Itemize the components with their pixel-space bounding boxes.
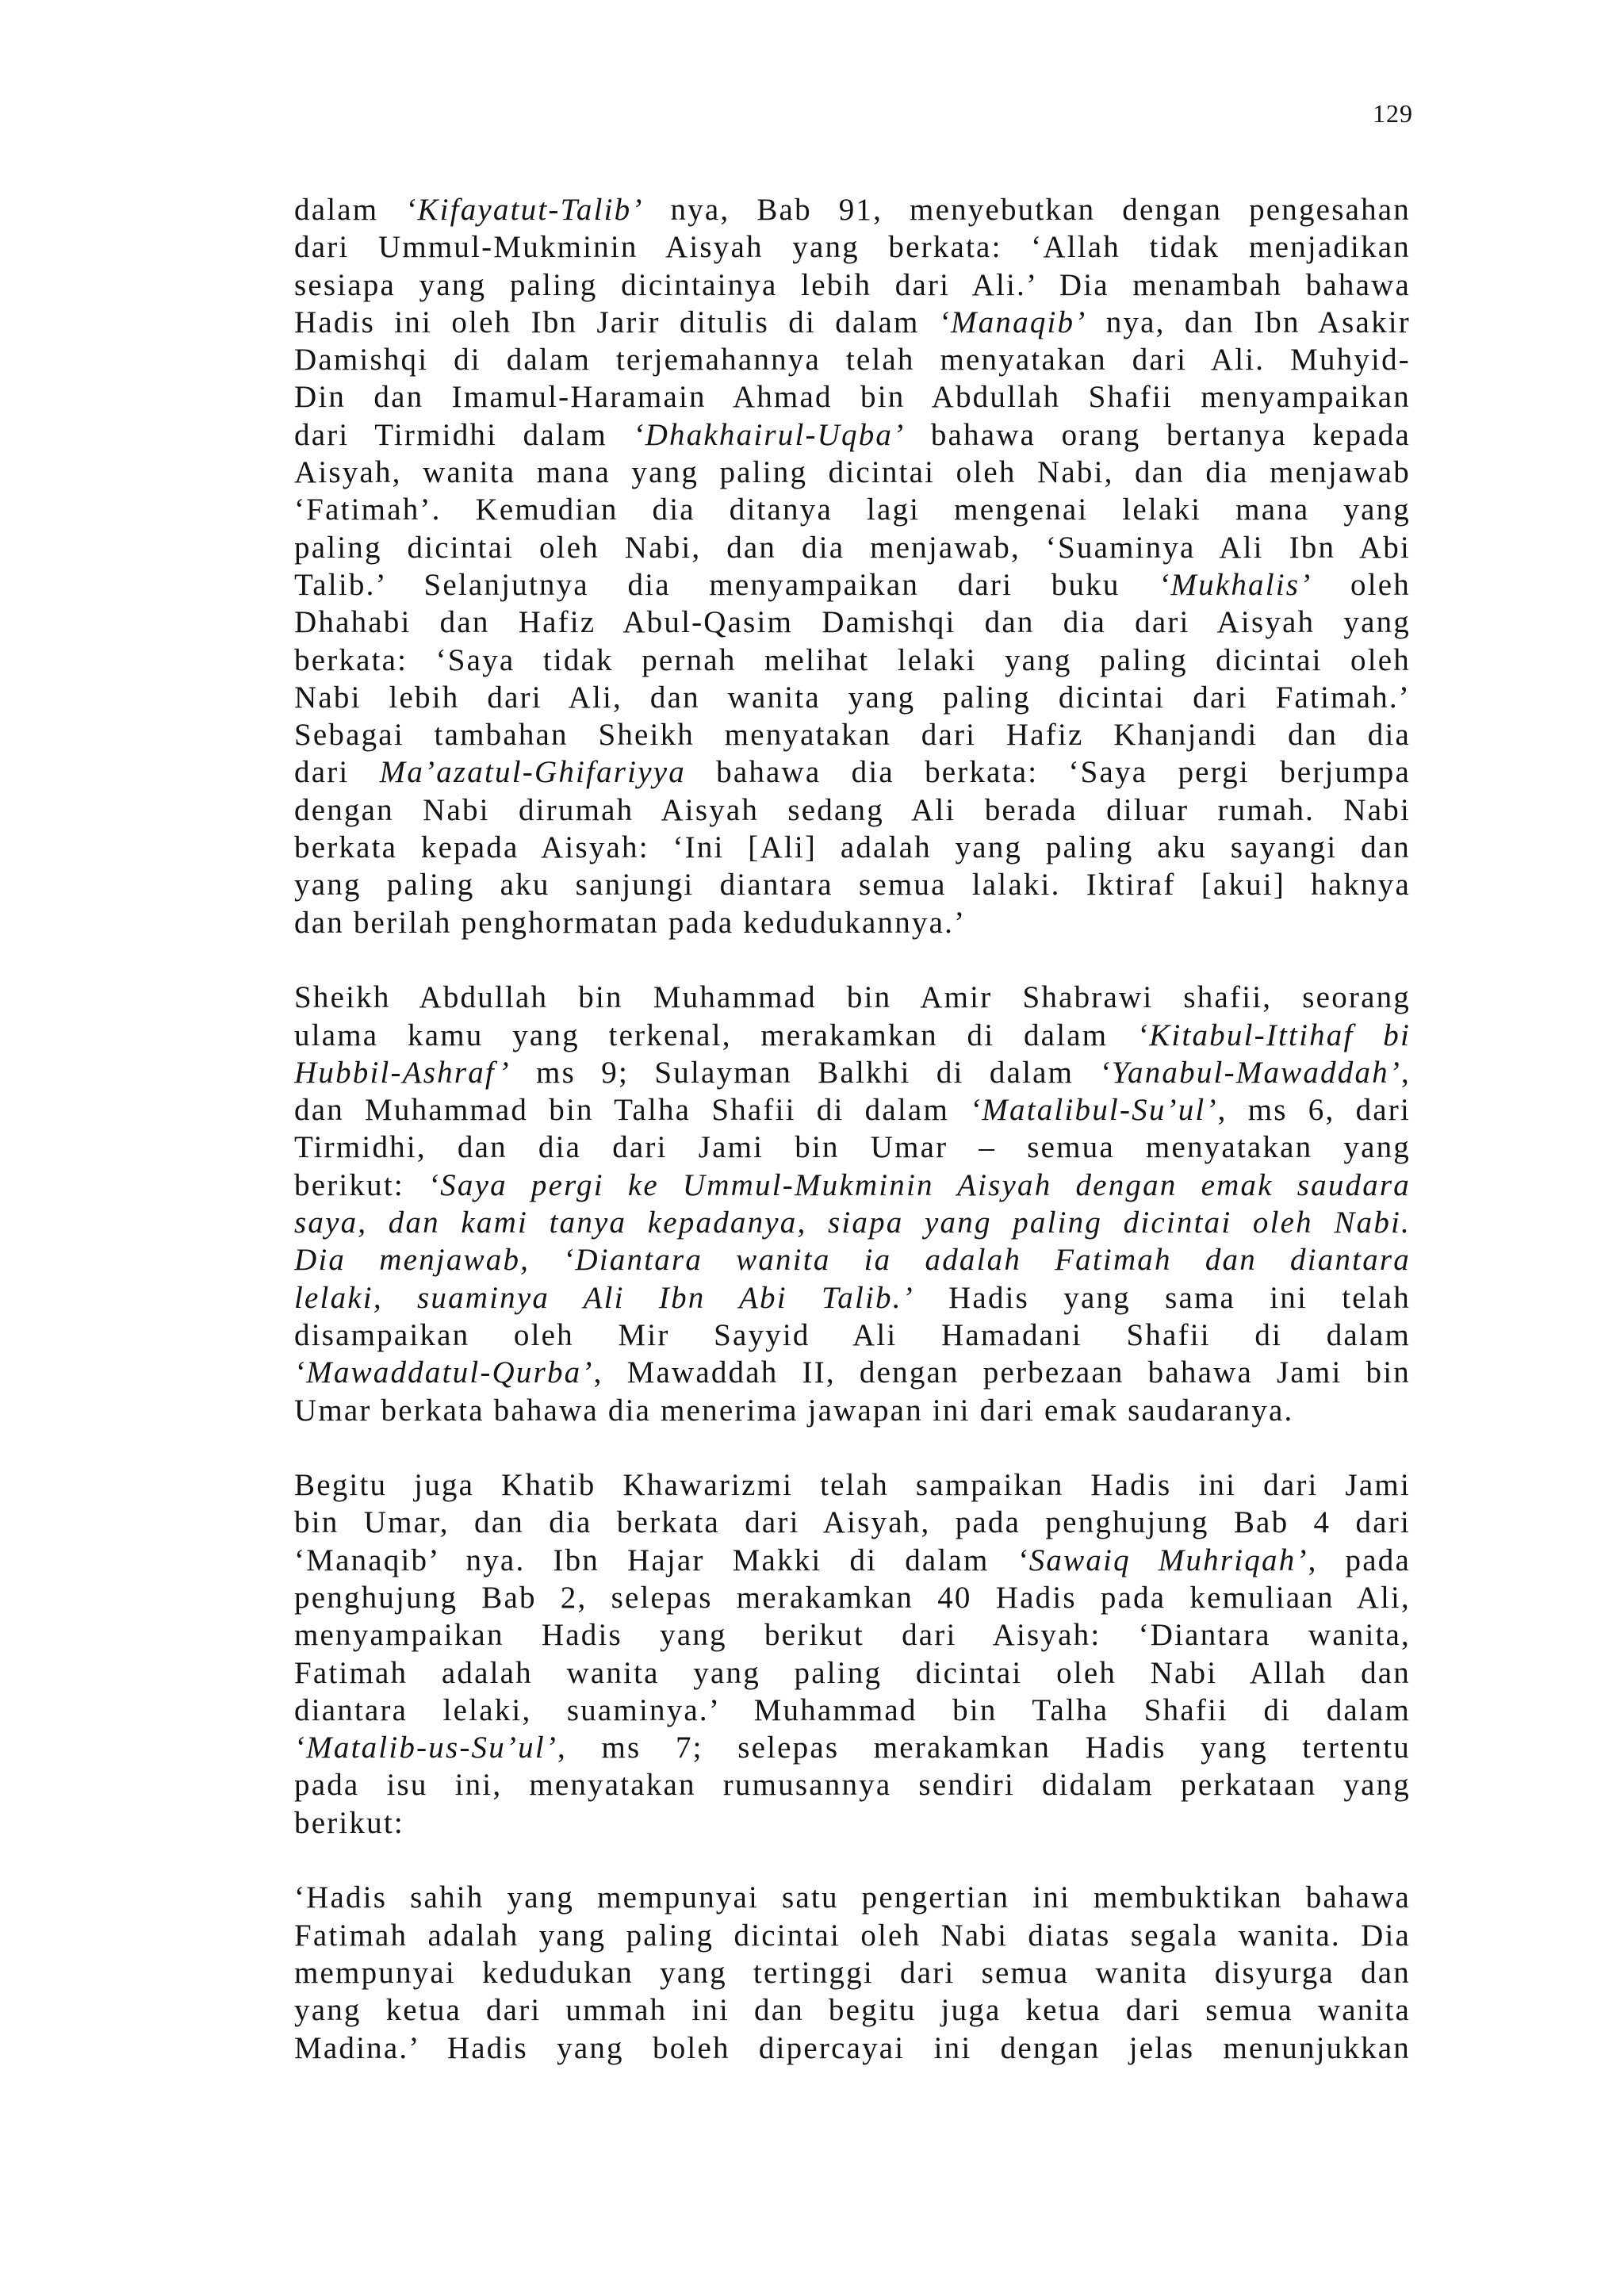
text-run: nya, dan Ibn Asakir xyxy=(1086,305,1411,339)
text-line xyxy=(294,491,1411,528)
text-run: Begitu juga Khatib Khawarizmi telah sampaikan Hadis ini dari Jami xyxy=(294,1468,1411,1503)
body-text xyxy=(294,191,1411,2104)
text-line xyxy=(294,792,1411,829)
text-run: dan berilah penghormatan pada kedudukannya.’ xyxy=(294,905,967,940)
text-run: ulama kamu yang terkenal, merakamkan di dalam xyxy=(294,1018,1138,1052)
text-line xyxy=(294,1504,1411,1541)
italic-text-run: ‘Saya pergi ke Ummul-Mukminin Aisyah dengan emak saudara xyxy=(428,1167,1411,1202)
text-run: Dhahabi dan Hafiz Abul-Qasim Damishqi dan dia dari Aisyah yang xyxy=(294,605,1411,640)
text-run: oleh xyxy=(1312,567,1411,602)
text-run: sesiapa yang paling dicintainya lebih dari Ali.’ Dia menambah bahawa xyxy=(294,267,1411,302)
text-run: bahawa dia berkata: ‘Saya pergi berjumpa xyxy=(685,755,1411,790)
text-run: Damishqi di dalam terjemahannya telah menyatakan dari Ali. Muhyid- xyxy=(294,343,1411,378)
text-run: Hadis yang sama ini telah xyxy=(914,1280,1411,1315)
text-run: ‘Manaqib’ nya. Ibn Hajar Makki di dalam xyxy=(294,1543,1017,1577)
text-line xyxy=(294,753,1411,791)
text-run: dari Tirmidhi dalam xyxy=(294,417,634,452)
text-run: berikut: xyxy=(294,1167,428,1202)
italic-text-run: Dia menjawab, ‘Diantara wanita ia adalah Fatimah dan diantara xyxy=(294,1243,1411,1278)
italic-text-run: saya, dan kami tanya kepadanya, siapa yang paling dicintai oleh Nabi. xyxy=(294,1205,1411,1240)
text-line xyxy=(294,1354,1411,1391)
text-run: , ms 6, dari xyxy=(1217,1093,1411,1128)
text-line xyxy=(294,266,1411,304)
italic-text-run: ‘Kifayatut-Talib’ xyxy=(405,193,644,227)
text-line xyxy=(294,1129,1411,1166)
italic-text-run: ‘Matalibul-Su’ul’ xyxy=(970,1093,1218,1128)
text-run: , pada xyxy=(1308,1543,1411,1577)
text-line xyxy=(294,416,1411,454)
text-line xyxy=(294,1392,1411,1429)
text-run: ms 9; Sulayman Balkhi di dalam xyxy=(510,1055,1100,1090)
text-line xyxy=(294,1766,1411,1803)
text-line xyxy=(294,1542,1411,1579)
italic-text-run: ‘Yanabul-Mawaddah’ xyxy=(1099,1055,1402,1090)
text-run: berkata: ‘Saya tidak pernah melihat lelaki yang paling dicintai oleh xyxy=(294,642,1411,677)
text-line xyxy=(294,866,1411,903)
text-run: dari xyxy=(294,755,380,790)
text-run: Umar berkata bahawa dia menerima jawapan ini dari emak saudaranya. xyxy=(294,1393,1294,1428)
text-line xyxy=(294,1279,1411,1317)
italic-text-run: ‘Mawaddatul-Qurba’ xyxy=(294,1355,594,1390)
text-run: , Mawaddah II, dengan perbezaan bahawa Jami bin xyxy=(593,1355,1411,1390)
text-run: , ms 7; selepas merakamkan Hadis yang tertentu xyxy=(557,1731,1411,1765)
text-line xyxy=(294,191,1411,228)
text-run: dengan Nabi dirumah Aisyah sedang Ali berada diluar rumah. Nabi xyxy=(294,792,1411,827)
text-line xyxy=(294,642,1411,679)
text-run: menyampaikan Hadis yang berikut dari Aisyah: ‘Diantara wanita, xyxy=(294,1618,1411,1653)
text-run: bin Umar, dan dia berkata dari Aisyah, pada penghujung Bab 4 dari xyxy=(294,1505,1411,1540)
text-run: Fatimah adalah yang paling dicintai oleh Nabi diatas segala wanita. Dia xyxy=(294,1918,1411,1953)
text-line xyxy=(294,304,1411,341)
text-line xyxy=(294,1879,1411,1916)
page-number: 129 xyxy=(1373,99,1413,128)
text-run: , xyxy=(1401,1055,1411,1090)
text-run: Fatimah adalah wanita yang paling dicintai oleh Nabi Allah dan xyxy=(294,1655,1411,1690)
text-line xyxy=(294,1616,1411,1654)
text-line xyxy=(294,979,1411,1016)
text-line xyxy=(294,228,1411,266)
italic-text-run: Ma’azatul-Ghifariyya xyxy=(379,755,686,790)
text-run: pada isu ini, menyatakan rumusannya sendiri didalam perkataan yang xyxy=(294,1768,1411,1803)
text-line xyxy=(294,1241,1411,1278)
text-line xyxy=(294,378,1411,416)
text-line xyxy=(294,1091,1411,1129)
text-line xyxy=(294,904,1411,941)
text-run: penghujung Bab 2, selepas merakamkan 40 Hadis pada kemuliaan Ali, xyxy=(294,1580,1411,1615)
text-line xyxy=(294,1954,1411,1991)
text-line xyxy=(294,1917,1411,1954)
text-run: Aisyah, wanita mana yang paling dicintai oleh Nabi, dan dia menjawab xyxy=(294,455,1411,490)
text-line xyxy=(294,1729,1411,1766)
italic-text-run: ‘Mukhalis’ xyxy=(1159,567,1312,602)
text-line xyxy=(294,1466,1411,1504)
text-line xyxy=(294,829,1411,866)
text-run: yang ketua dari ummah ini dan begitu juga ketua dari semua wanita xyxy=(294,1993,1411,2028)
text-line xyxy=(294,679,1411,716)
text-line xyxy=(294,1579,1411,1616)
text-run: bahawa orang bertanya kepada xyxy=(905,417,1411,452)
text-line xyxy=(294,1054,1411,1091)
italic-text-run: ‘Kitabul-Ittihaf bi xyxy=(1137,1018,1411,1052)
text-run: diantara lelaki, suaminya.’ Muhammad bin Talha Shafii di dalam xyxy=(294,1692,1411,1727)
text-line xyxy=(294,1804,1411,1842)
text-run: Din dan Imamul-Haramain Ahmad bin Abdullah Shafii menyampaikan xyxy=(294,380,1411,415)
text-run: nya, Bab 91, menyebutkan dengan pengesahan xyxy=(643,193,1411,227)
text-run: Madina.’ Hadis yang boleh dipercayai ini dengan jelas menunjukkan xyxy=(294,2030,1411,2065)
text-run: disampaikan oleh Mir Sayyid Ali Hamadani Shafii di dalam xyxy=(294,1317,1411,1352)
text-line xyxy=(294,529,1411,566)
italic-text-run: ‘Manaqib’ xyxy=(938,305,1087,339)
text-line xyxy=(294,1692,1411,1729)
italic-text-run: ‘Sawaiq Muhriqah’ xyxy=(1017,1543,1308,1577)
text-line xyxy=(294,716,1411,753)
text-run: Sheikh Abdullah bin Muhammad bin Amir Shabrawi shafii, seorang xyxy=(294,980,1411,1015)
text-run: mempunyai kedudukan yang tertinggi dari semua wanita disyurga dan xyxy=(294,1955,1411,1990)
italic-text-run: Hubbil-Ashraf’ xyxy=(294,1055,511,1090)
text-run: paling dicintai oleh Nabi, dan dia menjawab, ‘Suaminya Ali Ibn Abi xyxy=(294,530,1411,565)
text-run: berikut: xyxy=(294,1805,404,1840)
text-line xyxy=(294,1017,1411,1054)
italic-text-run: ‘Dhakhairul-Uqba’ xyxy=(633,417,906,452)
paragraph-2 xyxy=(294,979,1411,1429)
paragraph-3 xyxy=(294,1466,1411,1842)
paragraph-4 xyxy=(294,1879,1411,2066)
text-run: berkata kepada Aisyah: ‘Ini [Ali] adalah yang paling aku sayangi dan xyxy=(294,830,1411,865)
text-run: ‘Fatimah’. Kemudian dia ditanya lagi mengenai lelaki mana yang xyxy=(294,493,1411,527)
text-run: dari Ummul-Mukminin Aisyah yang berkata: ‘Allah tidak menjadikan xyxy=(294,230,1411,265)
paragraph-1 xyxy=(294,191,1411,941)
text-line xyxy=(294,1167,1411,1204)
text-line xyxy=(294,454,1411,491)
text-line xyxy=(294,1317,1411,1354)
text-run: ‘Hadis sahih yang mempunyai satu pengertian ini membuktikan bahawa xyxy=(294,1880,1411,1915)
text-line xyxy=(294,566,1411,604)
text-run: yang paling aku sanjungi diantara semua lalaki. Iktiraf [akui] haknya xyxy=(294,868,1411,903)
text-line xyxy=(294,1204,1411,1241)
text-run: Hadis ini oleh Ibn Jarir ditulis di dalam xyxy=(294,305,939,339)
text-run: Tirmidhi, dan dia dari Jami bin Umar – semua menyatakan yang xyxy=(294,1130,1411,1165)
text-run: Talib.’ Selanjutnya dia menyampaikan dari buku xyxy=(294,567,1159,602)
text-line xyxy=(294,341,1411,378)
text-line xyxy=(294,1654,1411,1692)
text-run: Sebagai tambahan Sheikh menyatakan dari Hafiz Khanjandi dan dia xyxy=(294,718,1411,753)
italic-text-run: lelaki, suaminya Ali Ibn Abi Talib.’ xyxy=(294,1280,914,1315)
text-run: dan Muhammad bin Talha Shafii di dalam xyxy=(294,1093,971,1128)
text-line xyxy=(294,604,1411,641)
text-line xyxy=(294,1991,1411,2029)
text-line xyxy=(294,2030,1411,2067)
text-run: Nabi lebih dari Ali, dan wanita yang paling dicintai dari Fatimah.’ xyxy=(294,680,1411,715)
text-run: dalam xyxy=(294,193,406,227)
italic-text-run: ‘Matalib-us-Su’ul’ xyxy=(294,1731,558,1765)
